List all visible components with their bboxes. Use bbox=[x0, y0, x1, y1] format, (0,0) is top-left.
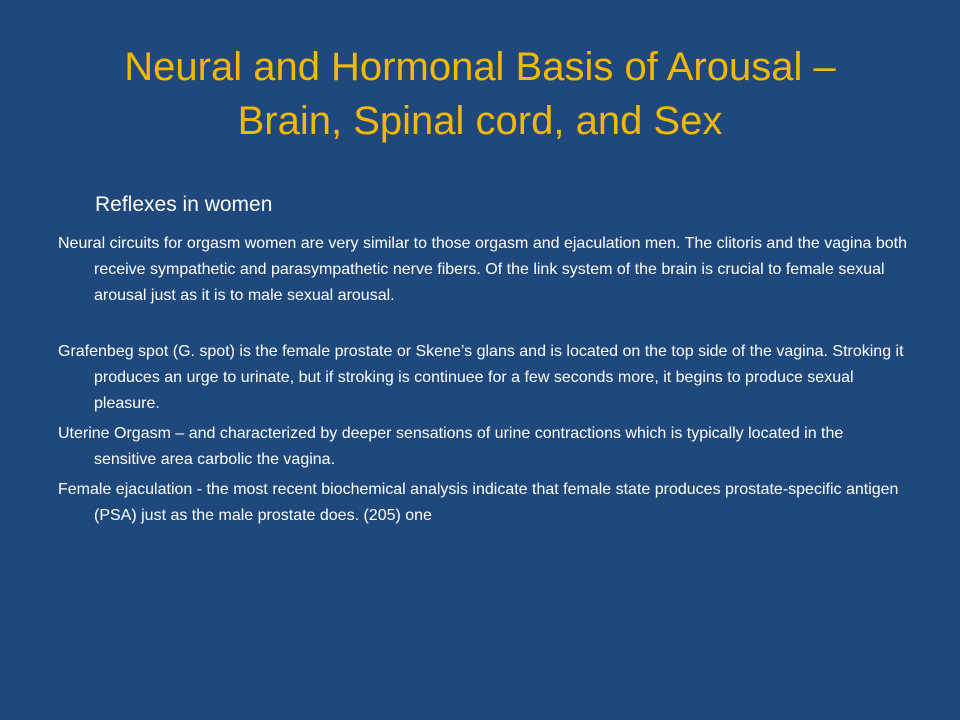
title-line-1: Neural and Hormonal Basis of Arousal – bbox=[124, 45, 836, 89]
slide-body bbox=[58, 231, 908, 533]
paragraph-uterine-orgasm: Uterine Orgasm – and characterized by deeper sensations of urine contractions which is typically located in the sensitive area carbolic the vagina. bbox=[58, 425, 844, 468]
paragraph-neural-circuits: Neural circuits for orgasm women are very similar to those orgasm and ejaculation men. The clitoris and the vagina both receive sympathetic and parasympathetic nerve fibers. Of the link system of the brain is crucial to female sexual arousal just as it is to male sexual arousal. bbox=[58, 235, 907, 304]
title-line-2: Brain, Spinal cord, and Sex bbox=[237, 99, 723, 143]
paragraph-female-ejaculation: Female ejaculation - the most recent biochemical analysis indicate that female state produces prostate-specific antigen (PSA) just as the male prostate does. (205) one bbox=[58, 481, 899, 524]
paragraph-grafenberg-spot: Grafenbeg spot (G. spot) is the female prostate or Skene’s glans and is located on the top side of the vagina. Stroking it produces an urge to urinate, but if stroking is continuee for a few seconds more, it begins to produce sexual pleasure. bbox=[58, 343, 904, 412]
slide-title bbox=[48, 40, 912, 148]
slide-subtitle: Reflexes in women bbox=[95, 193, 273, 216]
